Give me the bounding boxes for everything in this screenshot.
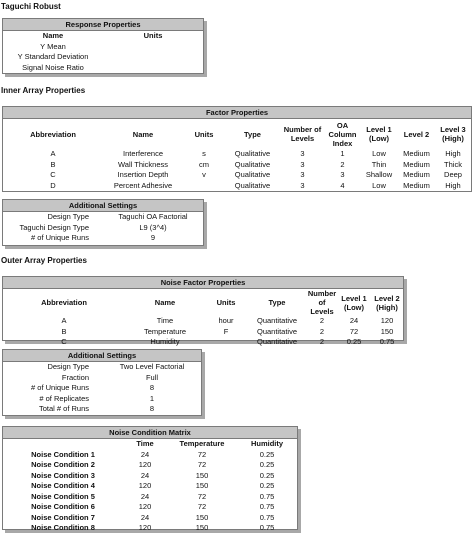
setting-label: # of Unique Runs <box>31 233 89 242</box>
factor-units: cm <box>199 159 209 169</box>
noise-condition-label: Noise Condition 3 <box>31 470 95 480</box>
table-row <box>3 316 403 327</box>
col-header-type: Type <box>268 298 286 307</box>
response-properties-panel <box>2 18 204 74</box>
table-row <box>3 52 203 63</box>
noise-condition-humidity: 0.25 <box>259 449 275 459</box>
noise-factor-level-1: 0.25 <box>346 337 362 346</box>
table-row <box>3 502 297 513</box>
factor-levels: 3 <box>300 159 305 169</box>
col-header-level-2: Level 2 <box>403 129 430 139</box>
table-row <box>3 404 201 415</box>
factor-levels: 3 <box>300 170 305 179</box>
noise-condition-temperature: 72 <box>197 502 207 511</box>
setting-label: Taguchi Design Type <box>19 222 89 232</box>
factor-properties-table <box>3 119 471 191</box>
factor-oa-index: 1 <box>340 149 345 158</box>
factor-level-3: High <box>445 149 461 158</box>
table-row <box>3 471 297 482</box>
noise-condition-label: Noise Condition 1 <box>31 449 95 459</box>
noise-condition-temperature: 150 <box>195 470 209 480</box>
factor-level-1: Shallow <box>365 170 393 179</box>
table-row <box>3 513 297 524</box>
col-header-abbreviation: Abbreviation <box>41 298 87 307</box>
col-header-number-of-levels: Number of Levels <box>283 125 322 143</box>
noise-factor-name: Temperature <box>143 326 187 336</box>
table-row <box>3 160 471 171</box>
factor-type: Qualitative <box>234 159 271 169</box>
table-row <box>3 181 471 192</box>
page-title: Taguchi Robust <box>1 2 61 11</box>
col-header-level-1: Level 1 (Low) <box>341 293 367 312</box>
col-header-units: Units <box>143 31 163 40</box>
factor-level-2: Medium <box>403 149 430 158</box>
factor-abbreviation: C <box>50 170 56 179</box>
factor-type: Qualitative <box>234 149 271 158</box>
noise-condition-label: Noise Condition 8 <box>31 523 95 532</box>
noise-factor-levels: 2 <box>319 316 325 325</box>
noise-condition-time: 120 <box>138 523 152 532</box>
noise-factor-level-1: 72 <box>349 326 359 336</box>
noise-condition-label: Noise Condition 4 <box>31 481 95 490</box>
noise-condition-time: 24 <box>140 512 150 522</box>
noise-condition-time: 120 <box>138 502 152 511</box>
factor-level-3: High <box>445 180 461 190</box>
outer-array-section-title: Outer Array Properties <box>1 256 87 265</box>
factor-levels: 3 <box>300 149 305 158</box>
inner-additional-settings-panel <box>2 199 204 246</box>
table-row <box>3 460 297 471</box>
setting-label: # of Unique Runs <box>31 383 89 392</box>
noise-condition-label: Noise Condition 7 <box>31 512 95 522</box>
col-header-type: Type <box>244 129 261 139</box>
col-header-level-2: Level 2 (High) <box>374 293 400 312</box>
factor-level-3: Thick <box>444 159 462 169</box>
noise-condition-label: Noise Condition 6 <box>31 502 95 511</box>
noise-condition-temperature: 150 <box>195 523 209 532</box>
noise-factor-properties-table <box>3 289 403 348</box>
noise-factor-units <box>205 337 247 348</box>
col-header-abbreviation: Abbreviation <box>30 129 76 139</box>
noise-factor-units: hour <box>218 316 234 325</box>
factor-type: Qualitative <box>234 180 271 190</box>
noise-condition-label: Noise Condition 2 <box>31 460 95 469</box>
outer-additional-settings-panel <box>2 349 202 416</box>
response-name: Signal Noise Ratio <box>22 62 84 72</box>
factor-abbreviation: A <box>50 149 56 158</box>
table-row <box>3 373 201 384</box>
factor-name: Percent Adhesive <box>113 180 173 190</box>
response-name: Y Mean <box>40 41 66 51</box>
col-header-level-3: Level 3 (High) <box>440 125 466 143</box>
col-header-condition <box>3 439 123 450</box>
noise-factor-level-2: 150 <box>380 326 394 336</box>
factor-level-2: Medium <box>403 180 430 190</box>
response-units <box>103 52 203 63</box>
noise-condition-time: 24 <box>140 449 150 459</box>
setting-label: Total # of Runs <box>38 404 89 413</box>
setting-label: Design Type <box>47 362 89 371</box>
setting-label: Design Type <box>47 212 89 221</box>
table-row <box>3 383 201 394</box>
table-row <box>3 63 203 74</box>
setting-value: L9 (3^4) <box>139 222 167 232</box>
factor-abbreviation: D <box>50 180 56 190</box>
factor-name: Wall Thickness <box>117 159 168 169</box>
factor-level-1: Low <box>372 149 386 158</box>
table-row <box>3 233 203 244</box>
inner-additional-settings-title: Additional Settings <box>3 200 203 212</box>
noise-condition-time: 120 <box>138 481 152 490</box>
noise-factor-properties-title: Noise Factor Properties <box>3 277 403 289</box>
noise-factor-properties-panel <box>2 276 404 346</box>
factor-level-2: Medium <box>403 159 430 169</box>
setting-value: 1 <box>149 393 155 403</box>
setting-label: Fraction <box>61 372 89 382</box>
noise-factor-units: F <box>223 326 229 336</box>
factor-units <box>183 181 225 192</box>
factor-properties-panel <box>2 106 472 192</box>
noise-condition-temperature: 72 <box>197 491 207 501</box>
response-properties-title: Response Properties <box>3 19 203 31</box>
noise-condition-humidity: 0.75 <box>259 523 275 532</box>
setting-value: Full <box>145 372 159 382</box>
table-row <box>3 212 203 223</box>
col-header-name: Name <box>42 31 64 40</box>
noise-condition-humidity: 0.25 <box>259 481 275 490</box>
table-row <box>3 394 201 405</box>
col-header-temperature: Temperature <box>179 439 225 448</box>
inner-additional-settings-table <box>3 212 203 244</box>
col-header-name: Name <box>154 298 176 307</box>
setting-value: 8 <box>149 383 155 392</box>
noise-condition-time: 24 <box>140 470 150 480</box>
factor-units: s <box>202 149 206 158</box>
factor-level-3: Deep <box>444 170 462 179</box>
table-row <box>3 327 403 338</box>
noise-condition-temperature: 72 <box>197 460 207 469</box>
noise-factor-abbreviation: B <box>61 326 67 336</box>
factor-abbreviation: B <box>50 159 56 169</box>
response-units <box>103 42 203 53</box>
table-row <box>3 481 297 492</box>
factor-level-1: Low <box>372 180 386 190</box>
response-units <box>103 63 203 74</box>
col-header-oa-column-index: OA Column Index <box>328 120 357 148</box>
table-row <box>3 170 471 181</box>
col-header-number-of-levels: Number of Levels <box>307 289 337 316</box>
col-header-time: Time <box>136 439 154 448</box>
outer-additional-settings-title: Additional Settings <box>3 350 201 362</box>
noise-condition-label: Noise Condition 5 <box>31 491 95 501</box>
response-properties-table <box>3 31 203 73</box>
noise-factor-level-1: 24 <box>349 316 359 325</box>
noise-factor-abbreviation: A <box>61 316 67 325</box>
table-row <box>3 42 203 53</box>
noise-factor-abbreviation: C <box>61 337 67 346</box>
noise-condition-humidity: 0.75 <box>259 502 275 511</box>
inner-array-section-title: Inner Array Properties <box>1 86 86 95</box>
noise-factor-levels: 2 <box>319 337 325 346</box>
factor-properties-title: Factor Properties <box>3 107 471 119</box>
table-row <box>3 492 297 503</box>
noise-condition-temperature: 150 <box>195 481 209 490</box>
col-header-name: Name <box>132 129 154 139</box>
noise-factor-type: Quantitative <box>256 337 298 346</box>
noise-factor-name: Humidity <box>150 337 180 346</box>
noise-condition-humidity: 0.25 <box>259 470 275 480</box>
noise-condition-humidity: 0.75 <box>259 491 275 501</box>
outer-additional-settings-table <box>3 362 201 415</box>
table-row <box>3 523 297 534</box>
table-row <box>3 223 203 234</box>
noise-condition-temperature: 150 <box>195 512 209 522</box>
factor-name: Insertion Depth <box>117 170 169 179</box>
noise-condition-matrix-table <box>3 439 297 534</box>
noise-condition-time: 120 <box>138 460 152 469</box>
noise-condition-matrix-title: Noise Condition Matrix <box>3 427 297 439</box>
setting-label: # of Replicates <box>39 393 89 403</box>
factor-levels: 3 <box>300 180 305 190</box>
setting-value: 9 <box>150 233 156 242</box>
noise-factor-levels: 2 <box>319 326 325 336</box>
setting-value: Taguchi OA Factorial <box>118 212 188 221</box>
response-name: Y Standard Deviation <box>17 52 89 61</box>
table-row <box>3 450 297 461</box>
noise-factor-level-2: 0.75 <box>379 337 395 346</box>
setting-value: Two Level Factorial <box>119 362 185 371</box>
factor-oa-index: 4 <box>340 180 345 190</box>
table-row <box>3 149 471 160</box>
noise-condition-humidity: 0.25 <box>259 460 275 469</box>
table-row <box>3 337 403 348</box>
col-header-level-1: Level 1 (Low) <box>366 125 392 143</box>
col-header-humidity: Humidity <box>250 439 284 448</box>
noise-factor-level-2: 120 <box>380 316 394 325</box>
noise-factor-type: Quantitative <box>256 316 298 325</box>
noise-condition-time: 24 <box>140 491 150 501</box>
table-row <box>3 362 201 373</box>
factor-level-2: Medium <box>403 170 430 179</box>
col-header-units: Units <box>194 129 214 139</box>
factor-level-1: Thin <box>371 159 387 169</box>
noise-factor-type: Quantitative <box>256 326 298 336</box>
factor-oa-index: 3 <box>340 170 345 179</box>
noise-factor-name: Time <box>156 316 174 325</box>
factor-units: v <box>202 170 206 179</box>
col-header-units: Units <box>216 298 236 307</box>
noise-condition-temperature: 72 <box>197 449 207 459</box>
factor-type: Qualitative <box>234 170 271 179</box>
noise-condition-humidity: 0.75 <box>259 512 275 522</box>
noise-condition-matrix-panel <box>2 426 298 530</box>
factor-oa-index: 2 <box>340 159 345 169</box>
factor-name: Interference <box>122 149 164 158</box>
setting-value: 8 <box>149 404 155 413</box>
